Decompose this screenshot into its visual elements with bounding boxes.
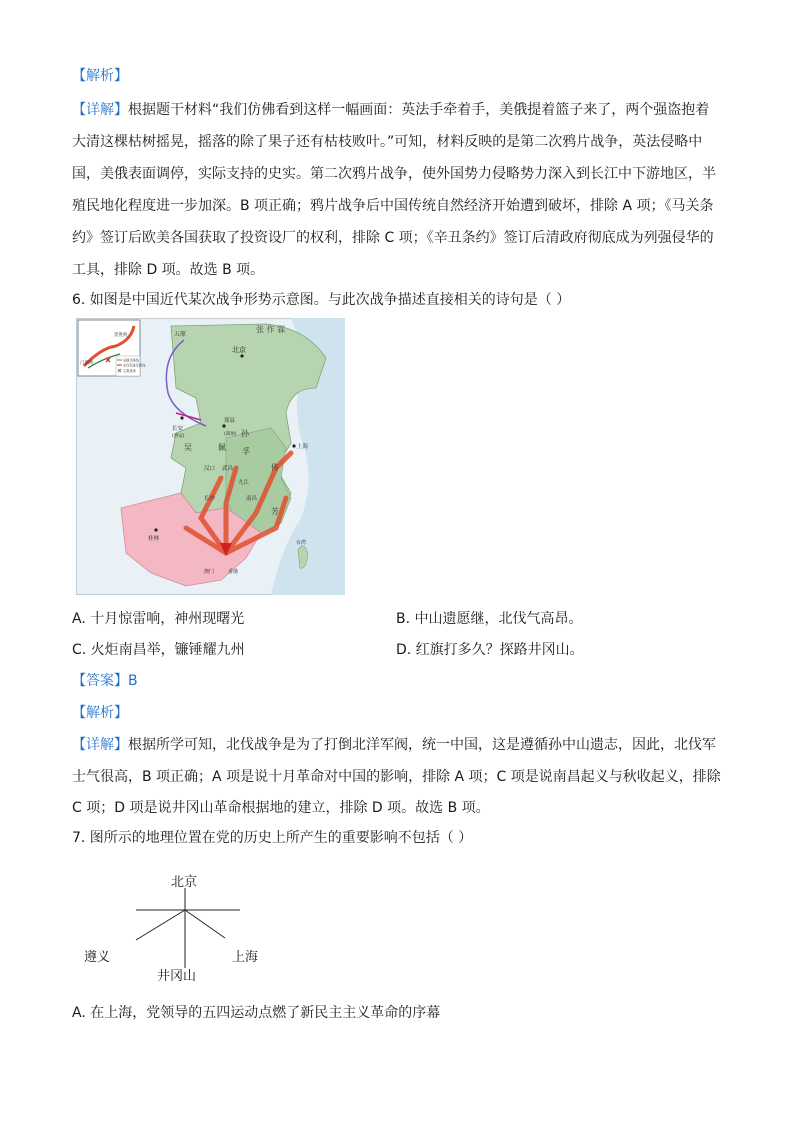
map-label-guilin: 桂林: [148, 536, 160, 542]
map-label-tingsi: 汀泗桥: [80, 361, 94, 366]
detail-tag: 【详解】: [72, 102, 128, 118]
q6-detail-tag: 【详解】: [72, 737, 128, 753]
q6-option-a: A. 十月惊雷响，神州现曙光: [72, 611, 245, 627]
map-label-beijing: 北京: [232, 346, 246, 354]
analysis-label: 【解析】: [72, 68, 128, 84]
q6-stem: 6. 如图是中国近代某次战争形势示意图。与此次战争描述直接相关的诗句是（ ）: [72, 292, 571, 308]
diagram-label-jinggangshan: 井冈山: [157, 969, 197, 984]
detail-text: 根据题干材料“我们仿佛看到这样一幅画面：英法手牵着手，美俄提着篮子来了，两个强盗抱着: [128, 102, 710, 118]
map-label-wu: 吴: [184, 443, 192, 452]
q6-option-d: D. 红旗打多久？探路井冈山。: [396, 642, 584, 658]
map-label-aomen: 澳门: [204, 569, 215, 575]
map-label-nanchang: 南昌: [246, 496, 258, 502]
diagram-label-zunyi: 遵义: [84, 950, 111, 965]
map-label-fang: 芳: [271, 507, 279, 516]
map-label-changan: 长安: [172, 426, 184, 432]
detail-line-1: [72, 100, 709, 120]
map-label-taiwan: 台湾: [296, 540, 307, 546]
q6-option-b: B. 中山遗愿继，北伐气高昂。: [396, 611, 583, 627]
q7-option-a: A. 在上海，党领导的五四运动点燃了新民主主义革命的序幕: [72, 1005, 441, 1021]
detail-line-3: 国，美俄表面调停，实际支持的史实。第二次鸦片战争，使外国势力侵略势力深入到长江中下游地区，半: [72, 166, 716, 182]
map-label-wuyuan: 五原: [174, 331, 187, 338]
detail-line-6: 工具，排除 D 项。故选 B 项。: [72, 262, 265, 278]
map-label-zhangzuolin: 张 作 霖: [256, 325, 286, 334]
q6-analysis-label: 【解析】: [72, 705, 128, 721]
detail-line-5: 约》签订后欧美各国获取了投资设厂的权利，排除 C 项；《辛丑条约》签订后清政府彻底成为列强侵华的: [72, 230, 714, 246]
map-label-chuan: 传: [271, 463, 279, 472]
map-label-xianggang: 香港: [228, 569, 239, 575]
map-legend-1: 吴佩孚路线: [123, 358, 139, 363]
war-situation-map: [76, 318, 345, 595]
map-label-hankou: 汉口: [204, 466, 216, 472]
q6-detail-line-3: C 项；D 项是说井冈山革命根据地的建立，排除 D 项。故选 B 项。: [72, 800, 490, 816]
diagram-label-beijing: 北京: [171, 875, 198, 890]
q6-option-c: C. 火炬南昌举，镰锤耀九州: [72, 642, 245, 658]
q6-answer: 【答案】B: [72, 673, 138, 689]
map-label-wuchang: 武昌: [222, 466, 234, 472]
q6-detail-line-1: [72, 735, 716, 755]
map-label-xian: (西安): [172, 434, 185, 439]
map-label-hesheng: 贺胜桥: [114, 333, 128, 338]
map-label-zhengxian: 郑县: [224, 418, 236, 424]
map-label-changsha: 长沙: [204, 496, 216, 502]
detail-line-4: 殖民地化程度进一步加深。B 项正确；鸦片战争后中国传统自然经济开始遭到破坏，排除 A 项；《马关条: [72, 198, 714, 214]
map-legend-3: 主要战场: [123, 369, 136, 373]
map-label-jiujiang: 九江: [238, 480, 250, 486]
map-label-pei: 佩: [218, 443, 226, 452]
diagram-label-shanghai: 上海: [232, 950, 259, 965]
map-label-fu: 孚: [242, 447, 250, 456]
q7-stem: 7. 图所示的地理位置在党的历史上所产生的重要影响不包括（ ）: [72, 830, 473, 846]
map-label-zhengzhou: (郑州): [224, 432, 237, 437]
map-label-sun: 孙: [241, 429, 249, 438]
map-label-shanghai: 上海: [297, 444, 309, 450]
q6-detail-text: 根据所学可知，北伐战争是为了打倒北洋军阀，统一中国，这是遵循孙中山遗志，因此，北伐军: [128, 737, 716, 753]
map-legend-2: 北伐军进军路线: [123, 363, 146, 368]
detail-line-2: 大清这棵枯树摇晃，摇落的除了果子还有枯枝败叶。”可知，材料反映的是第二次鸦片战争，英法侵略中: [72, 134, 703, 150]
q6-detail-line-2: 士气很高，B 项正确；A 项是说十月革命对中国的影响，排除 A 项；C 项是说南昌起义与秋收起义，排除: [72, 769, 721, 785]
